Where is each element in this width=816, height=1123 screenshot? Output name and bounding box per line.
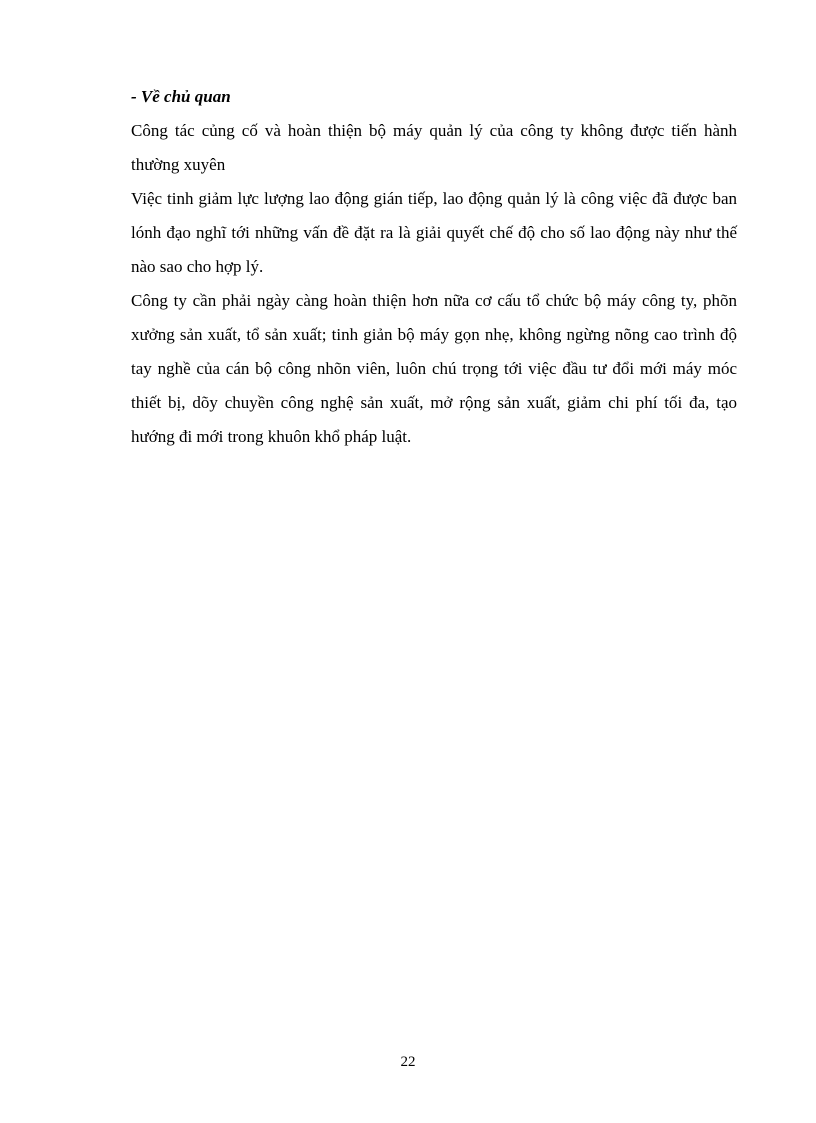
- paragraph-2: Việc tinh giảm lực lượng lao động gián tiếp, lao động quản lý là công việc đã được ban lónh đạo nghĩ tới những vấn đề đặt ra là giải quyết chế độ cho số lao động này như thế nào sao cho hợp lý.: [131, 189, 737, 276]
- page-number: 22: [400, 1054, 416, 1070]
- page-content: [131, 84, 737, 454]
- paragraph-3: Công ty cần phải ngày càng hoàn thiện hơn nữa cơ cấu tổ chức bộ máy công ty, phõn xưởng sản xuất, tổ sản xuất; tinh giản bộ máy gọn nhẹ, không ngừng nõng cao trình độ tay nghề của cán bộ công nhõn viên, luôn chú trọng tới việc đầu tư đổi mới máy móc thiết bị, dõy chuyền công nghệ sản xuất, mở rộng sản xuất, giảm chi phí tối đa, tạo hướng đi mới trong khuôn khổ pháp luật.: [131, 291, 737, 446]
- section-heading: - Về chủ quan: [131, 87, 231, 106]
- paragraph-1: Công tác củng cố và hoàn thiện bộ máy quản lý của công ty không được tiến hành thường xuyên: [131, 121, 737, 174]
